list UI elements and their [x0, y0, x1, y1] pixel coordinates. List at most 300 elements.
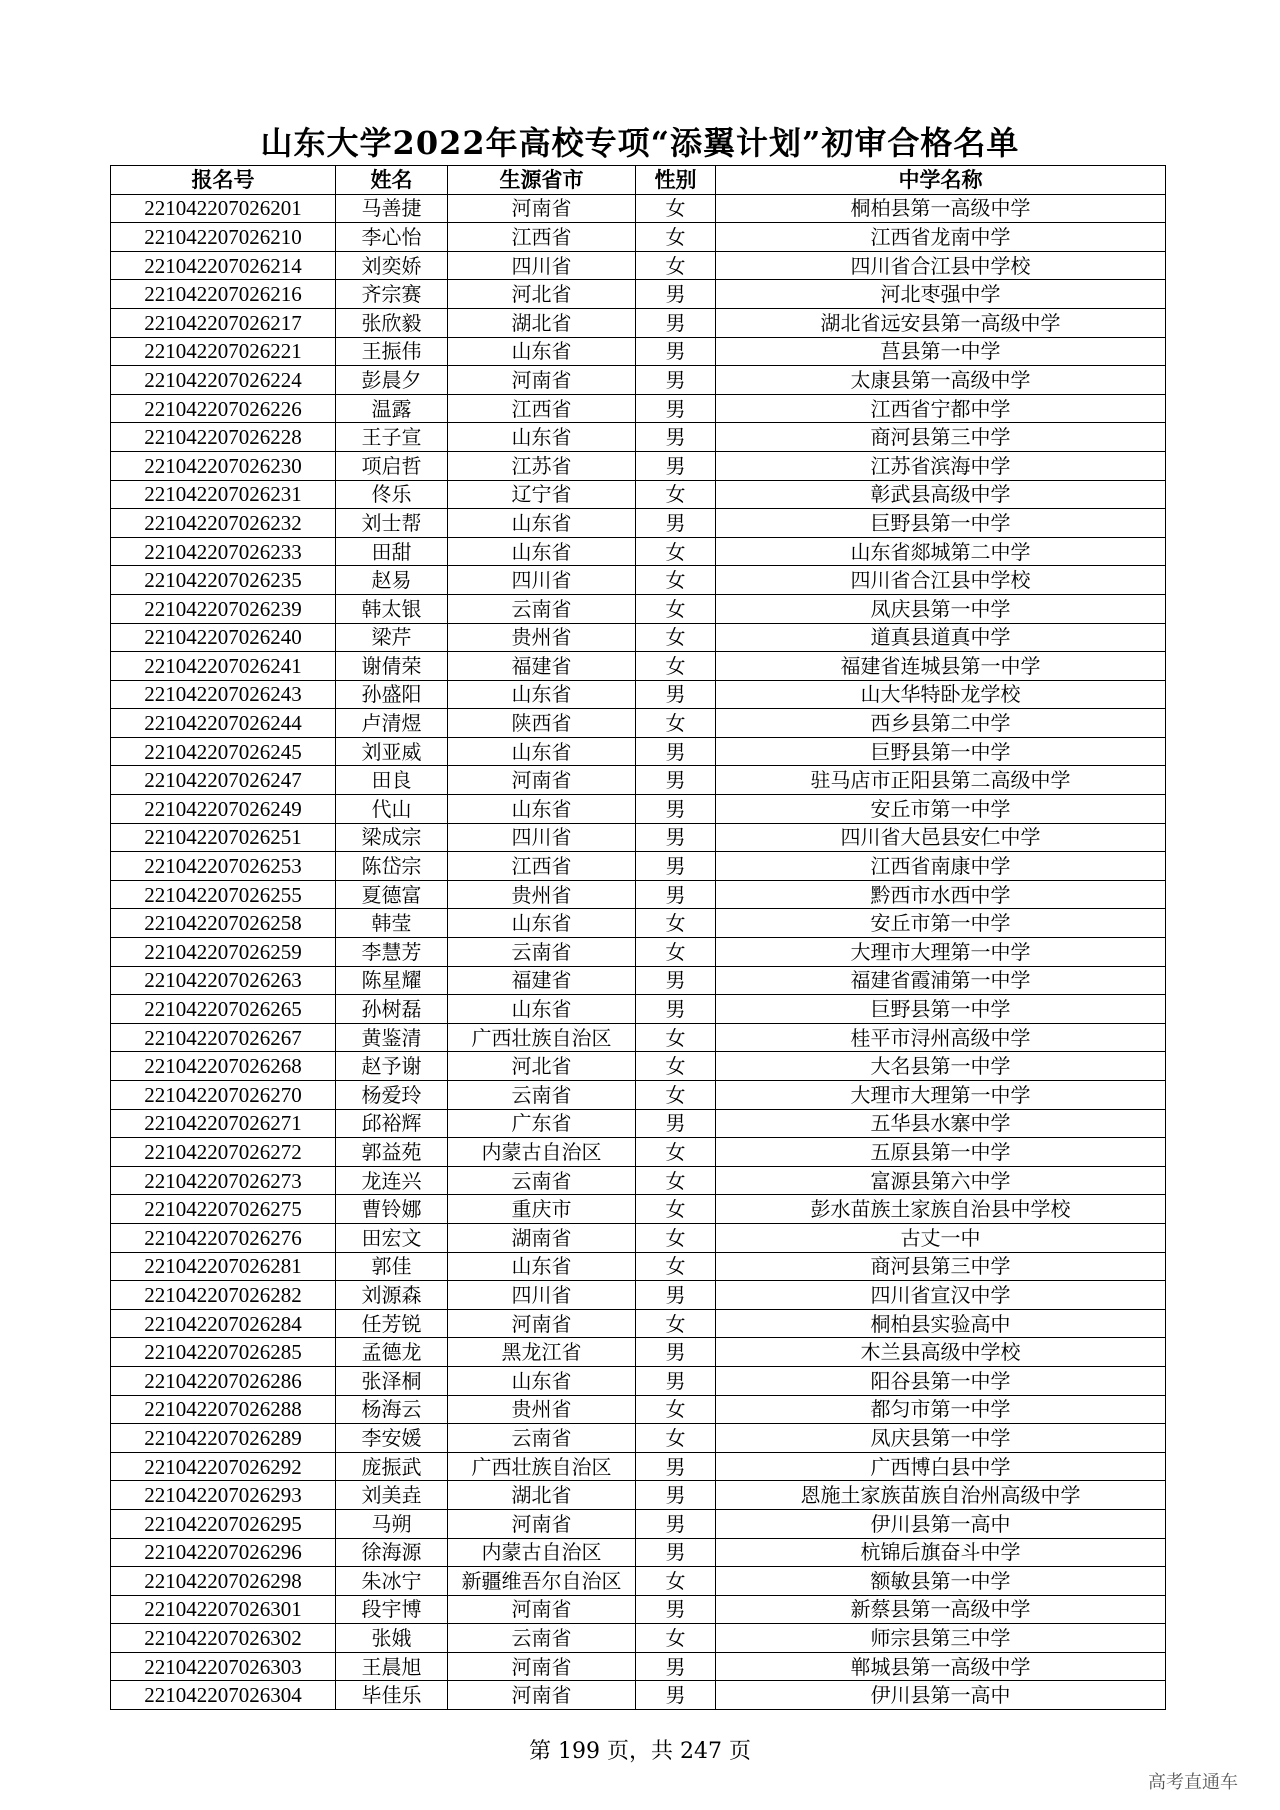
cell-registration-number: 221042207026243: [111, 680, 336, 709]
cell-registration-number: 221042207026232: [111, 509, 336, 538]
cell-registration-number: 221042207026214: [111, 251, 336, 280]
cell-name: 陈岱宗: [336, 852, 448, 881]
cell-gender: 男: [636, 852, 716, 881]
cell-province: 四川省: [448, 823, 636, 852]
cell-gender: 女: [636, 566, 716, 595]
cell-school: 江西省宁都中学: [716, 394, 1166, 423]
cell-registration-number: 221042207026226: [111, 394, 336, 423]
page-footer: 第 199 页，共 247 页: [529, 1739, 751, 1764]
cell-gender: 女: [636, 1309, 716, 1338]
cell-registration-number: 221042207026285: [111, 1338, 336, 1367]
cell-name: 张欣毅: [336, 308, 448, 337]
cell-registration-number: 221042207026245: [111, 737, 336, 766]
cell-school: 凤庆县第一中学: [716, 594, 1166, 623]
cell-name: 田良: [336, 766, 448, 795]
table-row: [111, 909, 1166, 938]
cell-registration-number: 221042207026263: [111, 966, 336, 995]
cell-registration-number: 221042207026272: [111, 1138, 336, 1167]
table-row: [111, 308, 1166, 337]
cell-school: 巨野县第一中学: [716, 509, 1166, 538]
cell-school: 江西省龙南中学: [716, 223, 1166, 252]
cell-gender: 男: [636, 1538, 716, 1567]
cell-school: 师宗县第三中学: [716, 1624, 1166, 1653]
cell-school: 商河县第三中学: [716, 423, 1166, 452]
cell-registration-number: 221042207026267: [111, 1023, 336, 1052]
cell-gender: 女: [636, 909, 716, 938]
cell-province: 河南省: [448, 1652, 636, 1681]
cell-province: 湖北省: [448, 308, 636, 337]
table-row: [111, 1223, 1166, 1252]
cell-name: 刘美垚: [336, 1481, 448, 1510]
cell-school: 大理市大理第一中学: [716, 938, 1166, 967]
cell-province: 云南省: [448, 938, 636, 967]
cell-name: 王振伟: [336, 337, 448, 366]
cell-province: 山东省: [448, 423, 636, 452]
table-body: [111, 194, 1166, 1709]
cell-school: 伊川县第一高中: [716, 1681, 1166, 1710]
cell-province: 云南省: [448, 594, 636, 623]
cell-school: 凤庆县第一中学: [716, 1424, 1166, 1453]
cell-gender: 男: [636, 1652, 716, 1681]
cell-school: 桐柏县第一高级中学: [716, 194, 1166, 223]
header-province: 生源省市: [448, 166, 636, 195]
cell-registration-number: 221042207026304: [111, 1681, 336, 1710]
header-name: 姓名: [336, 166, 448, 195]
cell-school: 黔西市水西中学: [716, 880, 1166, 909]
cell-province: 山东省: [448, 795, 636, 824]
document-title: 山东大学2022年高校专项“添翼计划”初审合格名单: [260, 124, 1020, 162]
cell-registration-number: 221042207026284: [111, 1309, 336, 1338]
table-row: [111, 1538, 1166, 1567]
cell-registration-number: 221042207026292: [111, 1452, 336, 1481]
table-row: [111, 480, 1166, 509]
cell-province: 江西省: [448, 223, 636, 252]
cell-registration-number: 221042207026295: [111, 1509, 336, 1538]
cell-school: 巨野县第一中学: [716, 737, 1166, 766]
cell-name: 卢清煜: [336, 709, 448, 738]
cell-gender: 女: [636, 1166, 716, 1195]
cell-name: 赵易: [336, 566, 448, 595]
cell-name: 刘奕娇: [336, 251, 448, 280]
cell-province: 广西壮族自治区: [448, 1452, 636, 1481]
cell-school: 富源县第六中学: [716, 1166, 1166, 1195]
cell-registration-number: 221042207026210: [111, 223, 336, 252]
cell-province: 四川省: [448, 1281, 636, 1310]
cell-gender: 男: [636, 366, 716, 395]
cell-registration-number: 221042207026216: [111, 280, 336, 309]
cell-school: 驻马店市正阳县第二高级中学: [716, 766, 1166, 795]
cell-registration-number: 221042207026253: [111, 852, 336, 881]
cell-registration-number: 221042207026240: [111, 623, 336, 652]
cell-name: 佟乐: [336, 480, 448, 509]
table-row: [111, 1195, 1166, 1224]
cell-province: 黑龙江省: [448, 1338, 636, 1367]
cell-school: 四川省宣汉中学: [716, 1281, 1166, 1310]
cell-registration-number: 221042207026281: [111, 1252, 336, 1281]
cell-gender: 男: [636, 880, 716, 909]
cell-name: 王子宣: [336, 423, 448, 452]
table-row: [111, 223, 1166, 252]
cell-school: 伊川县第一高中: [716, 1509, 1166, 1538]
table-row: [111, 509, 1166, 538]
cell-gender: 男: [636, 966, 716, 995]
cell-province: 山东省: [448, 1252, 636, 1281]
cell-gender: 男: [636, 795, 716, 824]
cell-gender: 女: [636, 1023, 716, 1052]
cell-registration-number: 221042207026249: [111, 795, 336, 824]
cell-province: 山东省: [448, 737, 636, 766]
cell-school: 四川省合江县中学校: [716, 251, 1166, 280]
table-row: [111, 1081, 1166, 1110]
cell-province: 内蒙古自治区: [448, 1538, 636, 1567]
cell-name: 张泽桐: [336, 1366, 448, 1395]
cell-gender: 男: [636, 337, 716, 366]
cell-gender: 男: [636, 1481, 716, 1510]
cell-name: 孟德龙: [336, 1338, 448, 1367]
table-row: [111, 995, 1166, 1024]
cell-school: 阳谷县第一中学: [716, 1366, 1166, 1395]
cell-school: 湖北省远安县第一高级中学: [716, 308, 1166, 337]
table-row: [111, 1309, 1166, 1338]
cell-school: 江西省南康中学: [716, 852, 1166, 881]
cell-gender: 男: [636, 1509, 716, 1538]
cell-name: 梁成宗: [336, 823, 448, 852]
cell-school: 古丈一中: [716, 1223, 1166, 1252]
cell-school: 莒县第一中学: [716, 337, 1166, 366]
cell-name: 马善捷: [336, 194, 448, 223]
cell-gender: 男: [636, 766, 716, 795]
table-row: [111, 1509, 1166, 1538]
cell-name: 代山: [336, 795, 448, 824]
cell-province: 河南省: [448, 1595, 636, 1624]
cell-gender: 女: [636, 1081, 716, 1110]
table-row: [111, 451, 1166, 480]
cell-province: 河南省: [448, 194, 636, 223]
cell-province: 四川省: [448, 566, 636, 595]
cell-registration-number: 221042207026230: [111, 451, 336, 480]
cell-province: 云南省: [448, 1624, 636, 1653]
cell-gender: 男: [636, 1595, 716, 1624]
cell-name: 田宏文: [336, 1223, 448, 1252]
watermark: 高考直通车: [1148, 1772, 1238, 1793]
cell-registration-number: 221042207026270: [111, 1081, 336, 1110]
table-row: [111, 251, 1166, 280]
cell-province: 山东省: [448, 337, 636, 366]
cell-province: 广西壮族自治区: [448, 1023, 636, 1052]
cell-school: 彰武县高级中学: [716, 480, 1166, 509]
table-row: [111, 1366, 1166, 1395]
cell-name: 陈星耀: [336, 966, 448, 995]
cell-school: 额敏县第一中学: [716, 1567, 1166, 1596]
cell-province: 贵州省: [448, 880, 636, 909]
cell-gender: 女: [636, 652, 716, 681]
cell-province: 江西省: [448, 394, 636, 423]
cell-school: 五原县第一中学: [716, 1138, 1166, 1167]
table-row: [111, 1567, 1166, 1596]
table-row: [111, 1652, 1166, 1681]
cell-province: 山东省: [448, 995, 636, 1024]
table-row: [111, 880, 1166, 909]
cell-school: 山东省郯城第二中学: [716, 537, 1166, 566]
cell-registration-number: 221042207026289: [111, 1424, 336, 1453]
cell-school: 五华县水寨中学: [716, 1109, 1166, 1138]
cell-province: 贵州省: [448, 623, 636, 652]
table-row: [111, 1624, 1166, 1653]
table-row: [111, 1052, 1166, 1081]
cell-school: 桐柏县实验高中: [716, 1309, 1166, 1338]
cell-gender: 女: [636, 938, 716, 967]
table-row: [111, 1395, 1166, 1424]
cell-school: 广西博白县中学: [716, 1452, 1166, 1481]
cell-gender: 男: [636, 823, 716, 852]
table-row: [111, 1252, 1166, 1281]
cell-province: 江西省: [448, 852, 636, 881]
table-row: [111, 737, 1166, 766]
cell-name: 徐海源: [336, 1538, 448, 1567]
cell-registration-number: 221042207026265: [111, 995, 336, 1024]
cell-gender: 女: [636, 537, 716, 566]
header-gender: 性别: [636, 166, 716, 195]
cell-school: 巨野县第一中学: [716, 995, 1166, 1024]
table-row: [111, 766, 1166, 795]
candidate-table: [110, 165, 1166, 1710]
cell-registration-number: 221042207026288: [111, 1395, 336, 1424]
cell-gender: 女: [636, 623, 716, 652]
cell-province: 山东省: [448, 537, 636, 566]
cell-name: 刘源森: [336, 1281, 448, 1310]
cell-province: 云南省: [448, 1081, 636, 1110]
cell-school: 大理市大理第一中学: [716, 1081, 1166, 1110]
cell-school: 福建省霞浦第一中学: [716, 966, 1166, 995]
cell-gender: 男: [636, 451, 716, 480]
table-row: [111, 423, 1166, 452]
table-row: [111, 1338, 1166, 1367]
table-row: [111, 566, 1166, 595]
cell-name: 夏德富: [336, 880, 448, 909]
cell-name: 韩太银: [336, 594, 448, 623]
cell-gender: 男: [636, 995, 716, 1024]
cell-gender: 男: [636, 680, 716, 709]
cell-province: 重庆市: [448, 1195, 636, 1224]
cell-registration-number: 221042207026231: [111, 480, 336, 509]
cell-name: 李心怡: [336, 223, 448, 252]
cell-gender: 女: [636, 194, 716, 223]
cell-school: 恩施土家族苗族自治州高级中学: [716, 1481, 1166, 1510]
cell-province: 河南省: [448, 1681, 636, 1710]
table-row: [111, 823, 1166, 852]
cell-registration-number: 221042207026293: [111, 1481, 336, 1510]
cell-name: 段宇博: [336, 1595, 448, 1624]
cell-name: 刘亚威: [336, 737, 448, 766]
cell-school: 河北枣强中学: [716, 280, 1166, 309]
cell-registration-number: 221042207026276: [111, 1223, 336, 1252]
header-registration-number: 报名号: [111, 166, 336, 195]
cell-school: 商河县第三中学: [716, 1252, 1166, 1281]
cell-name: 杨爱玲: [336, 1081, 448, 1110]
cell-registration-number: 221042207026273: [111, 1166, 336, 1195]
cell-gender: 女: [636, 1052, 716, 1081]
cell-school: 安丘市第一中学: [716, 909, 1166, 938]
cell-gender: 女: [636, 1252, 716, 1281]
cell-name: 彭晨夕: [336, 366, 448, 395]
cell-name: 朱冰宁: [336, 1567, 448, 1596]
cell-school: 太康县第一高级中学: [716, 366, 1166, 395]
cell-registration-number: 221042207026221: [111, 337, 336, 366]
cell-name: 张娥: [336, 1624, 448, 1653]
cell-gender: 男: [636, 1366, 716, 1395]
cell-school: 大名县第一中学: [716, 1052, 1166, 1081]
cell-name: 邱裕辉: [336, 1109, 448, 1138]
table-row: [111, 938, 1166, 967]
cell-registration-number: 221042207026241: [111, 652, 336, 681]
cell-registration-number: 221042207026302: [111, 1624, 336, 1653]
cell-gender: 女: [636, 251, 716, 280]
cell-name: 谢倩荣: [336, 652, 448, 681]
cell-gender: 男: [636, 737, 716, 766]
cell-school: 桂平市浔州高级中学: [716, 1023, 1166, 1052]
cell-registration-number: 221042207026217: [111, 308, 336, 337]
cell-school: 安丘市第一中学: [716, 795, 1166, 824]
cell-registration-number: 221042207026258: [111, 909, 336, 938]
cell-name: 龙连兴: [336, 1166, 448, 1195]
cell-registration-number: 221042207026271: [111, 1109, 336, 1138]
table-row: [111, 652, 1166, 681]
cell-province: 河南省: [448, 366, 636, 395]
cell-gender: 女: [636, 480, 716, 509]
cell-gender: 女: [636, 1395, 716, 1424]
table-row: [111, 537, 1166, 566]
table-row: [111, 194, 1166, 223]
cell-gender: 女: [636, 1424, 716, 1453]
cell-registration-number: 221042207026244: [111, 709, 336, 738]
cell-registration-number: 221042207026255: [111, 880, 336, 909]
cell-school: 道真县道真中学: [716, 623, 1166, 652]
cell-registration-number: 221042207026224: [111, 366, 336, 395]
cell-province: 广东省: [448, 1109, 636, 1138]
table-row: [111, 623, 1166, 652]
cell-province: 山东省: [448, 509, 636, 538]
cell-school: 四川省合江县中学校: [716, 566, 1166, 595]
table-row: [111, 366, 1166, 395]
table-row: [111, 966, 1166, 995]
cell-province: 云南省: [448, 1424, 636, 1453]
table-row: [111, 1281, 1166, 1310]
cell-name: 曹铃娜: [336, 1195, 448, 1224]
table-header: [111, 166, 1166, 195]
cell-gender: 男: [636, 280, 716, 309]
cell-province: 山东省: [448, 680, 636, 709]
cell-gender: 女: [636, 709, 716, 738]
cell-name: 任芳锐: [336, 1309, 448, 1338]
cell-registration-number: 221042207026298: [111, 1567, 336, 1596]
cell-gender: 男: [636, 423, 716, 452]
cell-name: 王晨旭: [336, 1652, 448, 1681]
header-row: [111, 166, 1166, 195]
cell-school: 西乡县第二中学: [716, 709, 1166, 738]
cell-province: 河南省: [448, 766, 636, 795]
cell-school: 都匀市第一中学: [716, 1395, 1166, 1424]
table-row: [111, 1452, 1166, 1481]
cell-registration-number: 221042207026251: [111, 823, 336, 852]
cell-gender: 男: [636, 1338, 716, 1367]
cell-gender: 女: [636, 223, 716, 252]
cell-province: 陕西省: [448, 709, 636, 738]
cell-registration-number: 221042207026286: [111, 1366, 336, 1395]
cell-school: 四川省大邑县安仁中学: [716, 823, 1166, 852]
cell-province: 河北省: [448, 280, 636, 309]
cell-province: 内蒙古自治区: [448, 1138, 636, 1167]
cell-registration-number: 221042207026268: [111, 1052, 336, 1081]
cell-gender: 男: [636, 1281, 716, 1310]
cell-registration-number: 221042207026201: [111, 194, 336, 223]
cell-registration-number: 221042207026239: [111, 594, 336, 623]
table-row: [111, 1424, 1166, 1453]
table-row: [111, 280, 1166, 309]
cell-school: 木兰县高级中学校: [716, 1338, 1166, 1367]
cell-name: 温露: [336, 394, 448, 423]
cell-registration-number: 221042207026233: [111, 537, 336, 566]
cell-school: 江苏省滨海中学: [716, 451, 1166, 480]
cell-gender: 女: [636, 1624, 716, 1653]
cell-gender: 女: [636, 1223, 716, 1252]
cell-registration-number: 221042207026259: [111, 938, 336, 967]
cell-name: 项启哲: [336, 451, 448, 480]
cell-school: 郸城县第一高级中学: [716, 1652, 1166, 1681]
table-row: [111, 795, 1166, 824]
cell-name: 李慧芳: [336, 938, 448, 967]
cell-name: 庞振武: [336, 1452, 448, 1481]
cell-registration-number: 221042207026282: [111, 1281, 336, 1310]
cell-name: 黄鉴清: [336, 1023, 448, 1052]
cell-school: 彭水苗族土家族自治县中学校: [716, 1195, 1166, 1224]
table-row: [111, 1166, 1166, 1195]
cell-school: 福建省连城县第一中学: [716, 652, 1166, 681]
cell-name: 刘士帮: [336, 509, 448, 538]
table-row: [111, 337, 1166, 366]
cell-name: 郭佳: [336, 1252, 448, 1281]
cell-name: 齐宗赛: [336, 280, 448, 309]
cell-registration-number: 221042207026235: [111, 566, 336, 595]
cell-province: 新疆维吾尔自治区: [448, 1567, 636, 1596]
cell-gender: 男: [636, 509, 716, 538]
table-row: [111, 594, 1166, 623]
cell-registration-number: 221042207026228: [111, 423, 336, 452]
cell-registration-number: 221042207026296: [111, 1538, 336, 1567]
cell-name: 李安媛: [336, 1424, 448, 1453]
cell-province: 辽宁省: [448, 480, 636, 509]
cell-name: 郭益苑: [336, 1138, 448, 1167]
cell-province: 云南省: [448, 1166, 636, 1195]
cell-province: 四川省: [448, 251, 636, 280]
cell-gender: 男: [636, 308, 716, 337]
cell-registration-number: 221042207026275: [111, 1195, 336, 1224]
cell-registration-number: 221042207026247: [111, 766, 336, 795]
cell-province: 江苏省: [448, 451, 636, 480]
cell-gender: 男: [636, 1452, 716, 1481]
table-row: [111, 1481, 1166, 1510]
cell-gender: 女: [636, 1138, 716, 1167]
table-row: [111, 852, 1166, 881]
cell-province: 山东省: [448, 1366, 636, 1395]
table-row: [111, 394, 1166, 423]
cell-province: 湖南省: [448, 1223, 636, 1252]
cell-province: 山东省: [448, 909, 636, 938]
cell-province: 湖北省: [448, 1481, 636, 1510]
cell-name: 杨海云: [336, 1395, 448, 1424]
table-row: [111, 1023, 1166, 1052]
cell-name: 韩莹: [336, 909, 448, 938]
cell-name: 孙树磊: [336, 995, 448, 1024]
